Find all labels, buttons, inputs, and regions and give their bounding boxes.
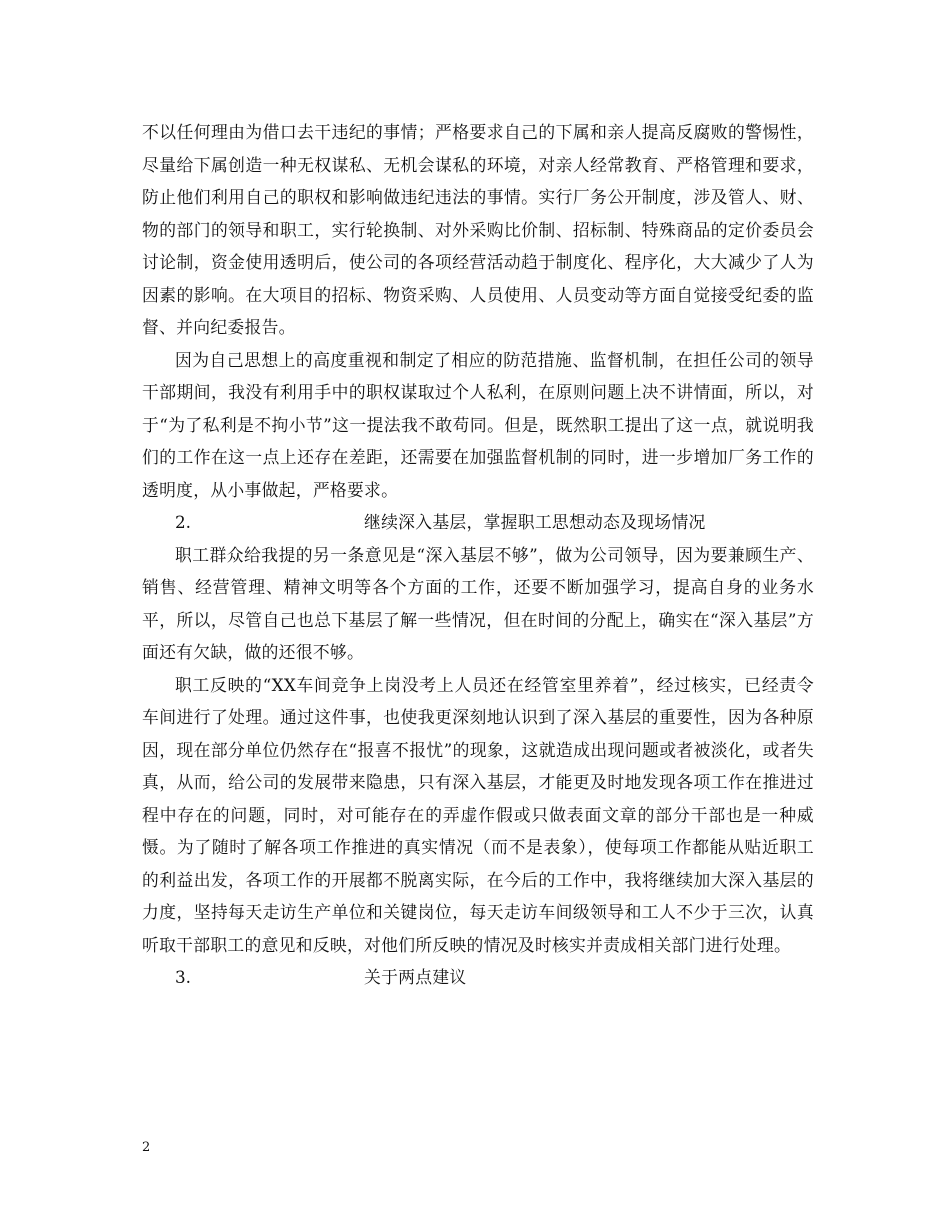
document-body <box>142 116 814 994</box>
page-number: 2 <box>142 1140 151 1155</box>
section-title: 继续深入基层，掌握职工思想动态及现场情况 <box>364 512 706 532</box>
section-heading-3 <box>142 961 814 994</box>
paragraph: 职工反映的“XX车间竞争上岗没考上人员还在经管室里养着”，经过核实，已经责令车间进行了处理。通过这件事，也使我更深刻地认识到了深入基层的重要性，因为各种原因，现在部分单位仍然存在“报喜不报忧”的现象，这就造成出现问题或者被淡化，或者失真，从而，给公司的发展带来隐患，只有深入基层，才能更及时地发现各项工作在推进过程中存在的问题，同时，对可能存在的弄虚作假或只做表面文章的部分干部也是一种威慑。为了随时了解各项工作推进的真实情况（而不是表象），使每项工作都能从贴近职工的利益出发，各项工作的开展都不脱离实际，在今后的工作中，我将继续加大深入基层的力度，坚持每天走访生产单位和关键岗位，每天走访车间级领导和工人不少于三次，认真听取干部职工的意见和反映，对他们所反映的情况及时核实并责成相关部门进行处理。 <box>142 674 814 955</box>
paragraph-continuation: 不以任何理由为借口去干违纪的事情；严格要求自己的下属和亲人提高反腐败的警惕性，尽量给下属创造一种无权谋私、无机会谋私的环境，对亲人经常教育、严格管理和要求，防止他们利用自己的职权和影响做违纪违法的事情。实行厂务公开制度，涉及管人、财、物的部门的领导和职工，实行轮换制、对外采购比价制、招标制、特殊商品的定价委员会讨论制，资金使用透明后，使公司的各项经营活动趋于制度化、程序化，大大减少了人为因素的影响。在大项目的招标、物资采购、人员使用、人员变动等方面自觉接受纪委的监督、并向纪委报告。 <box>142 122 814 337</box>
section-number: 2. <box>175 512 192 532</box>
section-heading-2 <box>142 506 814 539</box>
section-title: 关于两点建议 <box>364 967 467 987</box>
paragraph: 因为自己思想上的高度重视和制定了相应的防范措施、监督机制，在担任公司的领导干部期间，我没有利用手中的职权谋取过个人私利，在原则问题上决不讲情面，所以，对于“为了私利是不拘小节”这一提法我不敢苟同。但是，既然职工提出了这一点，就说明我们的工作在这一点上还存在差距，还需要在加强监督机制的同时，进一步增加厂务工作的透明度，从小事做起，严格要求。 <box>142 349 814 500</box>
paragraph: 职工群众给我提的另一条意见是“深入基层不够”，做为公司领导，因为要兼顾生产、销售、经营管理、精神文明等各个方面的工作，还要不断加强学习，提高自身的业务水平，所以，尽管自己也总下基层了解一些情况，但在时间的分配上，确实在“深入基层”方面还有欠缺，做的还很不够。 <box>142 544 814 662</box>
section-number: 3. <box>175 967 192 987</box>
